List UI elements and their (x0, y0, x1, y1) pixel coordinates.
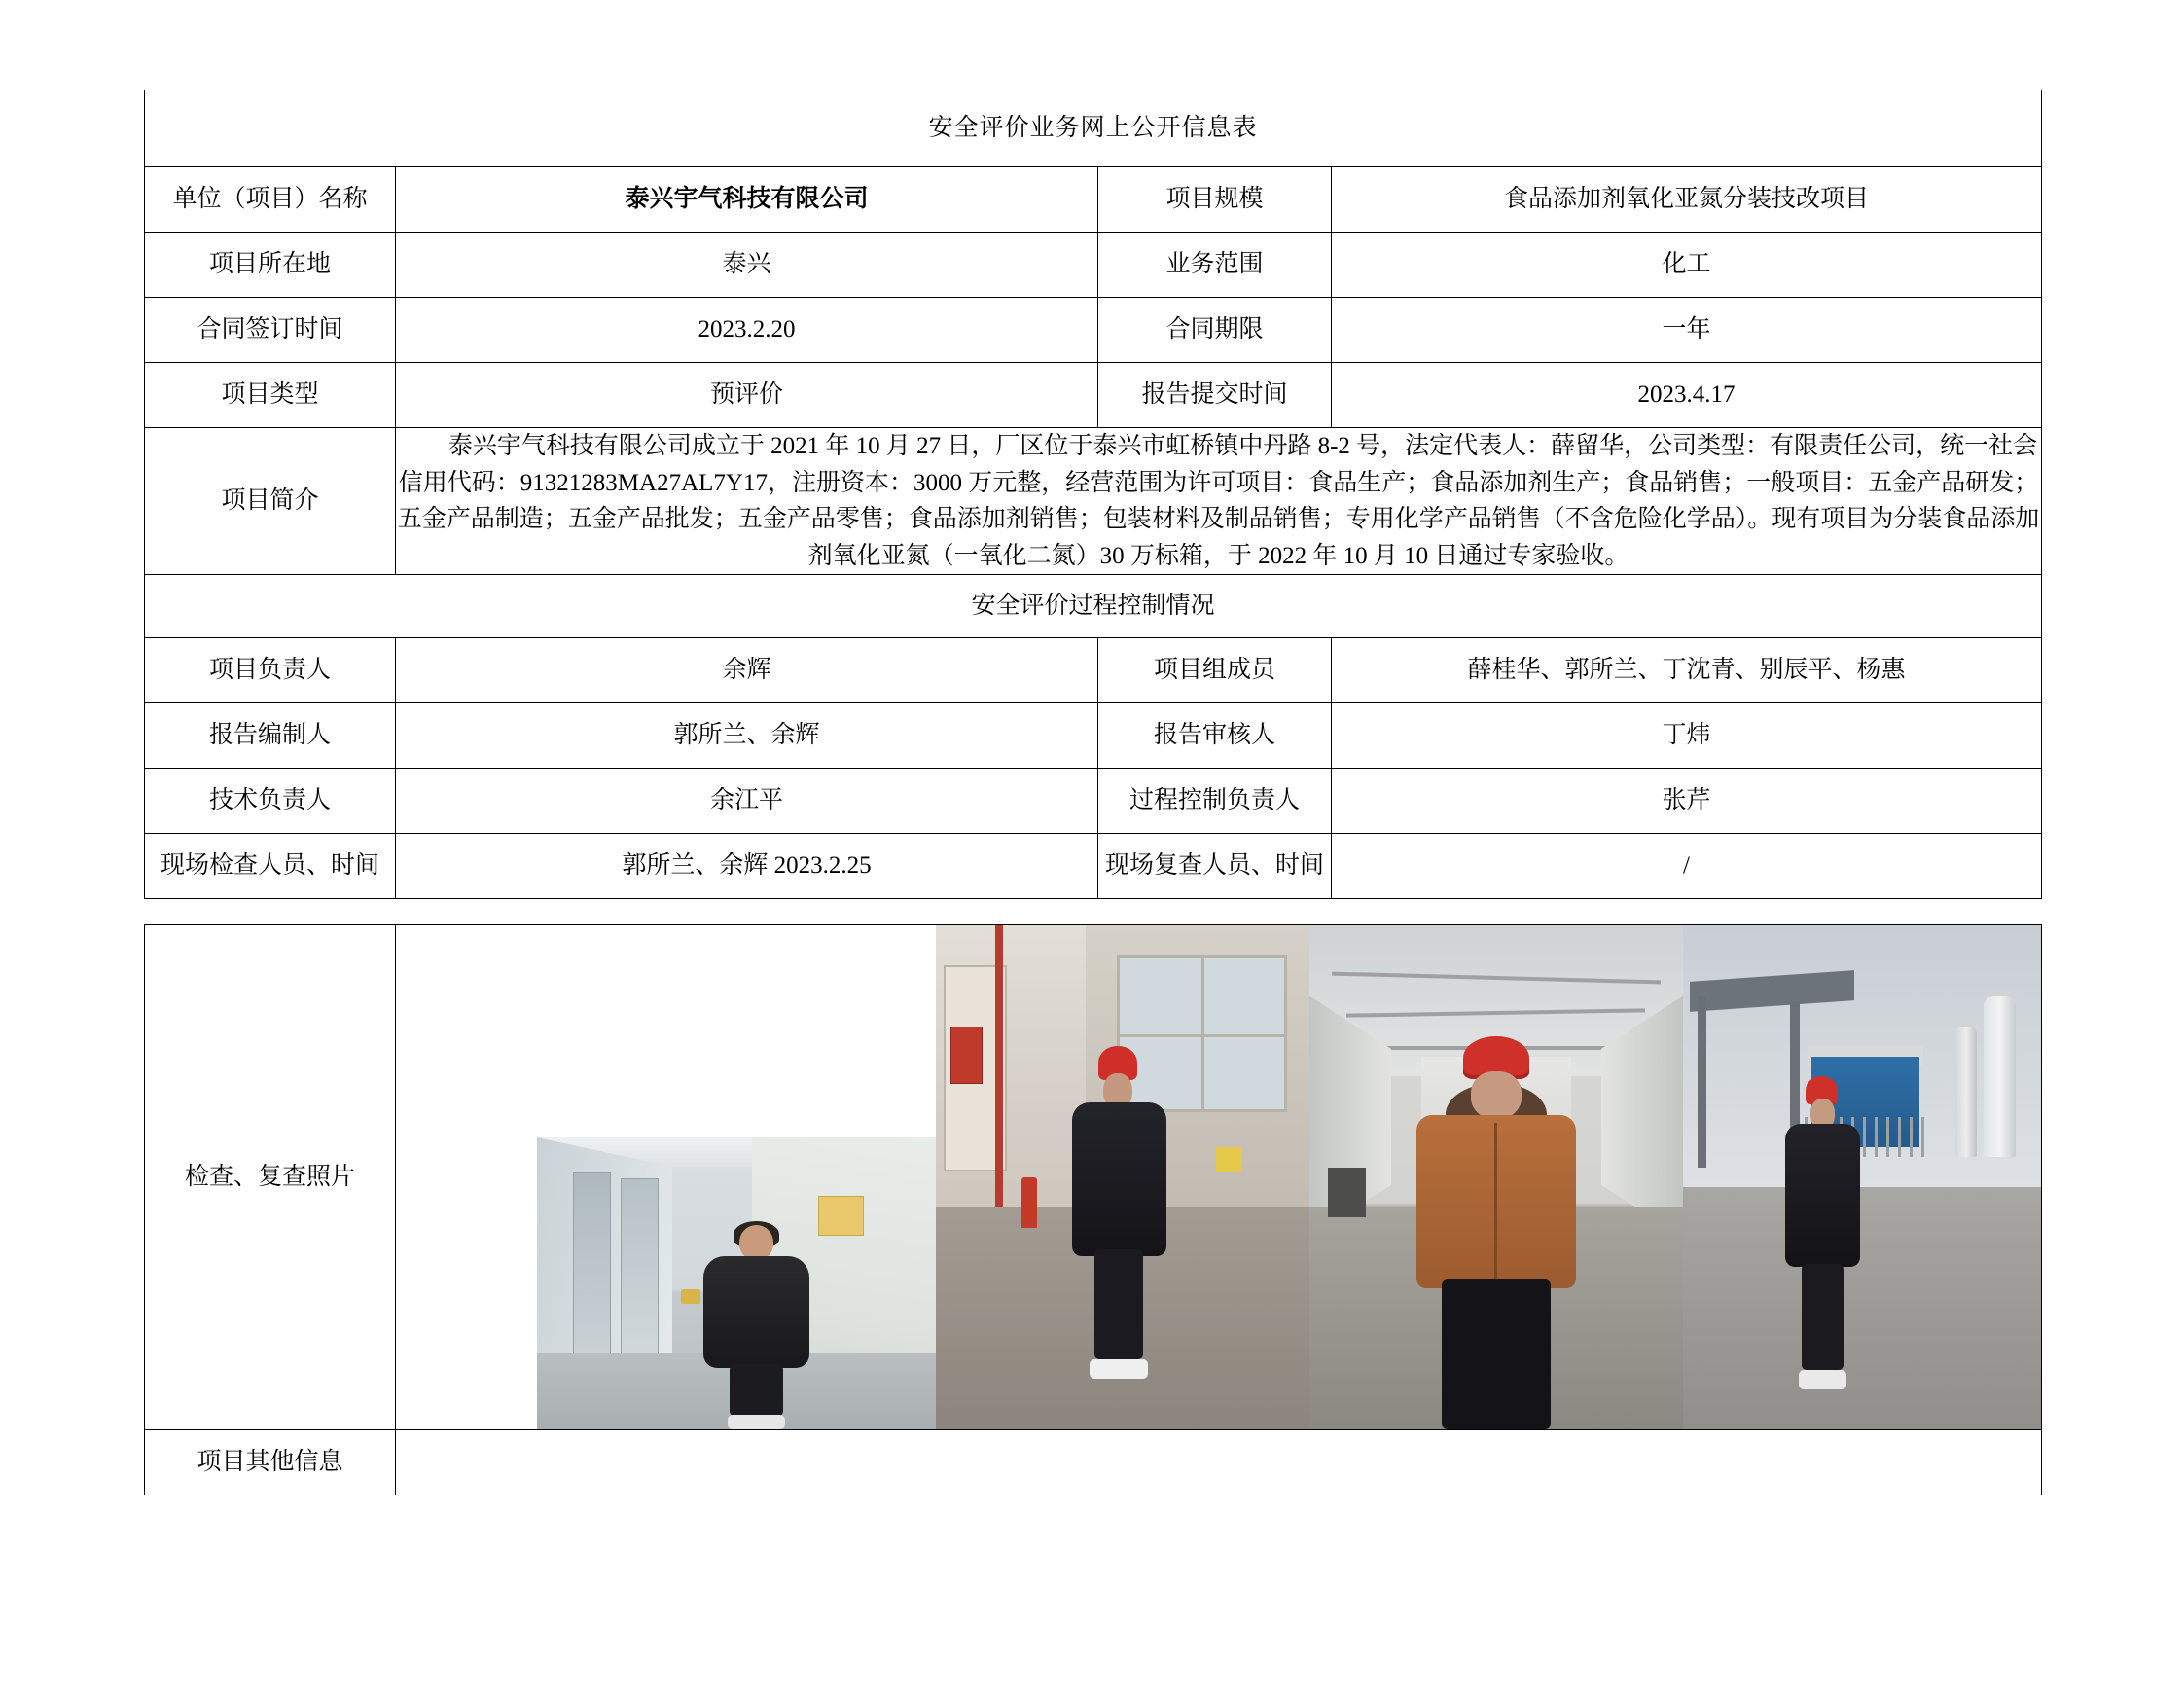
table-row (145, 167, 2042, 233)
value-project-scale: 食品添加剂氧化亚氮分装技改项目 (1332, 167, 2042, 233)
label-contract-date: 合同签订时间 (145, 298, 396, 363)
label-business-scope: 业务范围 (1098, 233, 1332, 298)
value-site-inspectors: 郭所兰、余辉 2023.2.25 (396, 834, 1098, 899)
label-other-info: 项目其他信息 (145, 1430, 396, 1495)
label-contract-term: 合同期限 (1098, 298, 1332, 363)
info-table (144, 90, 2042, 899)
table-row (145, 638, 2042, 703)
value-other-info (396, 1430, 2042, 1495)
project-intro-paragraph: 泰兴宇气科技有限公司成立于 2021 年 10 月 27 日，厂区位于泰兴市虹桥镇中丹路 8-2 号，法定代表人：薛留华，公司类型：有限责任公司，统一社会信用代码：91321283MA27AL7Y17，注册资本：3000 万元整，经营范围为许可项目：食品生产；食品添加剂生产；食品销售；一般项目：五金产品研发；五金产品制造；五金产品批发；五金产品零售；食品添加剂销售；包装材料及制品销售；专用化学产品销售（不含危险化学品）。现有项目为分装食品添加剂氧化亚氮（一氧化二氮）30 万标箱，于 2022 年 10 月 10 日通过专家验收。 (397, 433, 2040, 569)
value-technical-leader: 余江平 (396, 769, 1098, 834)
table-row-section (145, 575, 2042, 638)
person-figure (697, 1225, 816, 1429)
table-row-other-info (145, 1430, 2042, 1495)
outdoor-tank-area-photo (1683, 925, 2041, 1429)
value-unit-name: 泰兴宇气科技有限公司 (396, 167, 1098, 233)
label-process-control-leader: 过程控制负责人 (1098, 769, 1332, 834)
inspection-photos-cell (396, 925, 2042, 1430)
value-project-leader: 余辉 (396, 638, 1098, 703)
plant-hall-photo (1309, 925, 1683, 1429)
label-report-reviewer: 报告审核人 (1098, 703, 1332, 769)
label-project-type: 项目类型 (145, 363, 396, 428)
section-title-process-control: 安全评价过程控制情况 (145, 575, 2042, 638)
table-row (145, 363, 2042, 428)
value-site-reinspectors: / (1332, 834, 2042, 899)
label-report-date: 报告提交时间 (1098, 363, 1332, 428)
value-project-location: 泰兴 (396, 233, 1098, 298)
label-inspection-photos: 检查、复查照片 (145, 925, 396, 1430)
document-body (144, 90, 2041, 1495)
label-project-scale: 项目规模 (1098, 167, 1332, 233)
label-project-location: 项目所在地 (145, 233, 396, 298)
workshop-interior-photo (936, 925, 1309, 1429)
value-project-intro (396, 428, 2042, 575)
photo-strip (396, 925, 2041, 1429)
table-row (145, 233, 2042, 298)
label-project-intro: 项目简介 (145, 428, 396, 575)
table-row-photos (145, 925, 2042, 1430)
value-team-members: 薛桂华、郭所兰、丁沈青、别辰平、杨惠 (1332, 638, 2042, 703)
label-team-members: 项目组成员 (1098, 638, 1332, 703)
label-project-leader: 项目负责人 (145, 638, 396, 703)
value-contract-date: 2023.2.20 (396, 298, 1098, 363)
label-technical-leader: 技术负责人 (145, 769, 396, 834)
table-gap (144, 899, 2041, 924)
label-site-reinspectors: 现场复查人员、时间 (1098, 834, 1332, 899)
table-row-intro (145, 428, 2042, 575)
value-report-reviewer: 丁炜 (1332, 703, 2042, 769)
table-row (145, 769, 2042, 834)
page-title: 安全评价业务网上公开信息表 (145, 90, 2042, 167)
label-unit-name: 单位（项目）名称 (145, 167, 396, 233)
person-figure (1776, 1076, 1870, 1388)
person-figure (1063, 1046, 1175, 1379)
value-process-control-leader: 张芹 (1332, 769, 2042, 834)
table-row (145, 703, 2042, 769)
value-contract-term: 一年 (1332, 298, 2042, 363)
value-report-date: 2023.4.17 (1332, 363, 2042, 428)
table-row (145, 834, 2042, 899)
label-site-inspectors: 现场检查人员、时间 (145, 834, 396, 899)
value-business-scope: 化工 (1332, 233, 2042, 298)
label-report-author: 报告编制人 (145, 703, 396, 769)
photos-table (144, 924, 2042, 1495)
corridor-inspection-photo (537, 1137, 936, 1429)
value-report-author: 郭所兰、余辉 (396, 703, 1098, 769)
table-row-title (145, 90, 2042, 167)
table-row (145, 298, 2042, 363)
person-figure (1399, 1036, 1593, 1429)
value-project-type: 预评价 (396, 363, 1098, 428)
